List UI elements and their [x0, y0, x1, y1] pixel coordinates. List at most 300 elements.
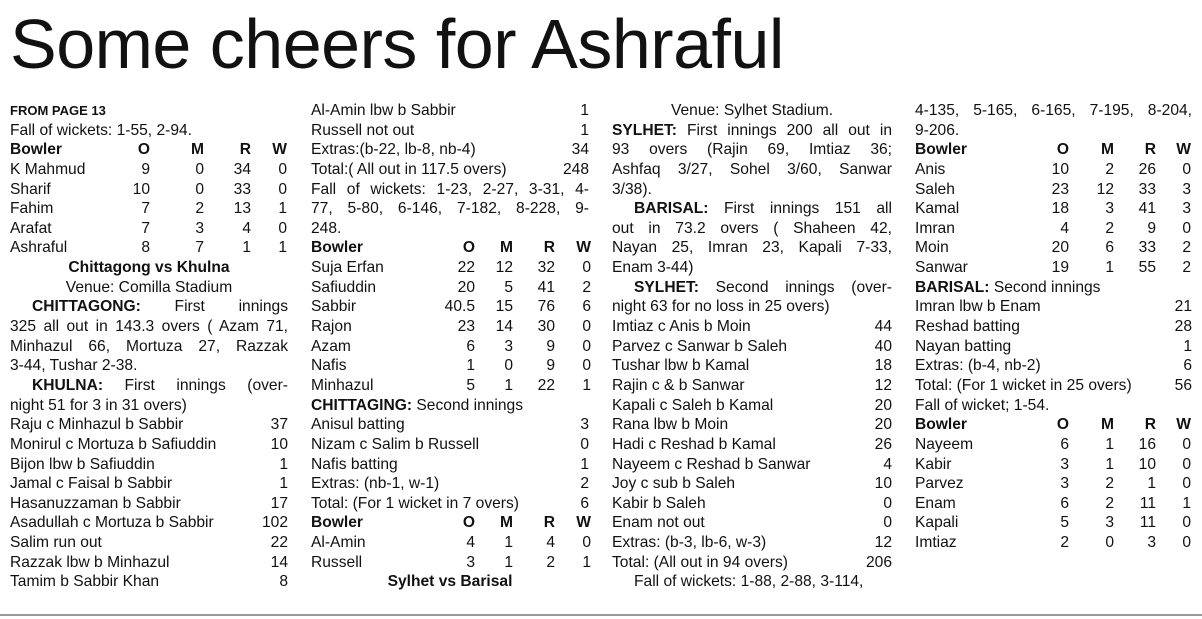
column-header: O — [462, 239, 475, 257]
maidens-value: 1 — [1105, 435, 1114, 453]
innings-summary-line: 93 overs (Rajin 69, Imtiaz 36; — [612, 141, 892, 159]
bowling-row — [311, 553, 589, 573]
bowling-table — [311, 238, 589, 395]
batting-row — [612, 317, 892, 337]
bowling-table — [915, 140, 1192, 277]
overs-value: 10 — [132, 180, 150, 198]
batsman-entry: Salim run out — [10, 534, 102, 552]
bowler-name: Imran — [915, 219, 955, 237]
overs-value: 20 — [1051, 239, 1069, 257]
wickets-value: 0 — [278, 180, 287, 198]
wickets-value: 0 — [1182, 160, 1191, 178]
overs-value: 23 — [457, 318, 475, 336]
overs-value: 1 — [466, 357, 475, 375]
batting-row — [311, 415, 589, 435]
wickets-value: 0 — [582, 318, 591, 336]
innings-label: First innings — [140, 298, 288, 316]
innings-summary-line: night 63 for no loss in 25 overs) — [612, 298, 830, 316]
innings-summary-line: Minhazul 66, Mortuza 27, Razzak — [10, 337, 288, 355]
overs-value: 9 — [141, 160, 150, 178]
innings-summary-line: out in 73.2 overs ( Shaheen 42, — [612, 219, 892, 237]
runs-value: 28 — [1174, 318, 1192, 336]
venue: Venue: Sylhet Stadium. — [670, 102, 834, 119]
batting-row — [915, 317, 1192, 337]
maidens-value: 3 — [195, 219, 204, 237]
batsman-entry: Kapali c Saleh b Kamal — [612, 396, 774, 414]
batsman-entry: Jamal c Faisal b Sabbir — [10, 475, 173, 493]
batting-row — [612, 376, 892, 396]
batsman-entry: Nayeem c Reshad b Sanwar — [612, 455, 811, 473]
bowler-name: Sanwar — [915, 259, 968, 277]
runs-value: 22 — [537, 376, 555, 394]
bowler-name: Al-Amin — [311, 534, 366, 552]
overs-value: 6 — [1060, 494, 1069, 512]
bowling-header — [10, 140, 288, 160]
bowling-row — [311, 356, 589, 376]
runs-value: 10 — [1138, 455, 1156, 473]
runs-value: 2 — [580, 475, 589, 493]
column-header: Bowler — [10, 141, 62, 159]
maidens-value: 6 — [1105, 239, 1114, 257]
runs-value: 4 — [883, 455, 892, 473]
batsman-entry: Razzak lbw b Minhazul — [10, 553, 170, 571]
innings-label: Second innings (over- — [698, 278, 892, 296]
wickets-value: 0 — [1182, 455, 1191, 473]
batting-row — [10, 494, 288, 514]
runs-value: 34 — [571, 141, 589, 159]
column-4 — [915, 101, 1192, 553]
maidens-value: 15 — [495, 298, 513, 316]
bowling-header — [311, 238, 589, 258]
fall-of-wickets: Fall of wickets: 1-55, 2-94. — [10, 121, 193, 139]
bowling-table — [311, 513, 589, 572]
team-name: KHULNA: — [32, 376, 104, 394]
overs-value: 6 — [466, 337, 475, 355]
bowling-row — [10, 180, 288, 200]
overs-value: 10 — [1051, 160, 1069, 178]
fall-of-wickets: 4-135, 5-165, 6-165, 7-195, 8-204, — [915, 102, 1192, 119]
wickets-value: 0 — [1182, 435, 1191, 453]
column-header: W — [1176, 141, 1191, 159]
runs-value: 1 — [279, 455, 288, 473]
bowler-name: Ashraful — [10, 239, 68, 257]
bowler-name: Parvez — [915, 475, 964, 493]
bowler-name: Nayeem — [915, 435, 974, 453]
team-name: SYLHET: — [612, 121, 677, 139]
runs-value: 1 — [580, 121, 589, 139]
bowling-row — [915, 455, 1192, 475]
batting-row — [311, 494, 589, 514]
column-header: M — [191, 141, 204, 159]
runs-value: 22 — [270, 534, 288, 552]
runs-value: 0 — [883, 514, 892, 532]
batting-row — [915, 356, 1192, 376]
bowling-header — [915, 140, 1192, 160]
batsman-entry: Imran lbw b Enam — [915, 298, 1041, 316]
batsman-entry: Monirul c Mortuza b Safiuddin — [10, 435, 217, 453]
column-header: R — [543, 239, 555, 257]
runs-value: 26 — [874, 435, 892, 453]
wickets-value: 1 — [278, 200, 287, 218]
batsman-entry: Rana lbw b Moin — [612, 416, 729, 434]
headline: Some cheers for Ashraful — [10, 5, 784, 83]
maidens-value: 1 — [504, 553, 513, 571]
maidens-value: 3 — [1105, 514, 1114, 532]
maidens-value: 3 — [504, 337, 513, 355]
batsman-entry: Bijon lbw b Safiuddin — [10, 455, 155, 473]
runs-value: 55 — [1138, 259, 1156, 277]
batting-list — [612, 317, 892, 572]
column-header: O — [1056, 141, 1069, 159]
batsman-entry: Kabir b Saleh — [612, 494, 706, 512]
overs-value: 19 — [1051, 259, 1069, 277]
column-header: W — [272, 141, 287, 159]
bowler-name: Rajon — [311, 318, 352, 336]
maidens-value: 0 — [195, 160, 204, 178]
wickets-value: 1 — [582, 553, 591, 571]
wickets-value: 0 — [582, 337, 591, 355]
wickets-value: 2 — [582, 278, 591, 296]
runs-value: 20 — [874, 416, 892, 434]
runs-value: 12 — [874, 376, 892, 394]
batting-row — [612, 396, 892, 416]
runs-value: 56 — [1174, 376, 1192, 394]
runs-value: 21 — [1174, 298, 1192, 316]
column-header: W — [576, 239, 591, 257]
batsman-entry: Hadi c Reshad b Kamal — [612, 435, 776, 453]
innings-summary-line: 3-44, Tushar 2-38. — [10, 357, 138, 375]
batting-row — [915, 297, 1192, 317]
batting-row — [612, 356, 892, 376]
innings-label: First innings 151 all — [708, 200, 892, 218]
bowler-name: K Mahmud — [10, 160, 86, 178]
wickets-value: 0 — [582, 534, 591, 552]
bowling-row — [311, 337, 589, 357]
bowler-name: Minhazul — [311, 376, 374, 394]
runs-value: 26 — [1138, 160, 1156, 178]
bowler-name: Saleh — [915, 180, 955, 198]
overs-value: 2 — [1060, 534, 1069, 552]
maidens-value: 3 — [1105, 200, 1114, 218]
runs-value: 10 — [270, 435, 288, 453]
bowler-name: Suja Erfan — [311, 259, 384, 277]
team-name: CHITTAGONG: — [32, 298, 141, 316]
maidens-value: 0 — [1105, 534, 1114, 552]
batting-row — [612, 455, 892, 475]
batsman-entry: Tushar lbw b Kamal — [612, 357, 750, 375]
runs-value: 8 — [279, 573, 288, 591]
runs-value: 11 — [1139, 494, 1156, 512]
maidens-value: 7 — [195, 239, 204, 257]
team-name: SYLHET: — [634, 278, 699, 296]
batting-list — [10, 415, 288, 592]
bowling-row — [915, 474, 1192, 494]
batting-row — [10, 572, 288, 592]
innings-summary-line: Enam 3-44) — [612, 259, 694, 277]
batsman-entry: Nafis batting — [311, 455, 398, 473]
bowling-row — [915, 219, 1192, 239]
runs-value: 33 — [1138, 180, 1156, 198]
bowling-row — [311, 533, 589, 553]
column-3 — [612, 101, 892, 592]
overs-value: 18 — [1051, 200, 1069, 218]
batting-row — [10, 513, 288, 533]
maidens-value: 2 — [1105, 475, 1114, 493]
runs-value: 0 — [883, 494, 892, 512]
batting-row — [612, 533, 892, 553]
overs-value: 6 — [1060, 435, 1069, 453]
fall-of-wickets: 9-206. — [915, 121, 960, 139]
batsman-entry: Total: (For 1 wicket in 7 overs) — [311, 494, 519, 512]
wickets-value: 0 — [278, 219, 287, 237]
batsman-entry: Extras: (b-4, nb-2) — [915, 357, 1041, 375]
batsman-entry: Extras: (b-3, lb-6, w-3) — [612, 534, 767, 552]
wickets-value: 3 — [1182, 200, 1191, 218]
batsman-entry: Russell not out — [311, 121, 415, 139]
batting-row — [612, 553, 892, 573]
match-title: Chittagong vs Khulna — [68, 259, 230, 277]
overs-value: 22 — [457, 259, 475, 277]
batting-row — [311, 121, 589, 141]
runs-value: 0 — [580, 435, 589, 453]
batting-row — [612, 494, 892, 514]
batting-row — [311, 435, 589, 455]
column-header: O — [137, 141, 150, 159]
runs-value: 13 — [233, 200, 251, 218]
fall-of-wickets: Fall of wickets: 1-23, 2-27, 3-31, 4- — [311, 180, 589, 198]
maidens-value: 1 — [504, 376, 513, 394]
runs-value: 41 — [537, 278, 555, 296]
venue: Venue: Comilla Stadium — [65, 278, 233, 296]
runs-value: 1 — [580, 455, 589, 473]
batting-row — [612, 415, 892, 435]
innings-header — [311, 396, 589, 416]
bowling-table — [10, 140, 288, 258]
fall-of-wickets: Fall of wicket; 1-54. — [915, 396, 1050, 414]
maidens-value: 2 — [1105, 160, 1114, 178]
maidens-value: 0 — [504, 357, 513, 375]
batting-row — [311, 455, 589, 475]
column-header: M — [500, 514, 513, 532]
maidens-value: 0 — [195, 180, 204, 198]
overs-value: 23 — [1051, 180, 1069, 198]
batting-row — [612, 474, 892, 494]
runs-value: 41 — [1138, 200, 1156, 218]
bowler-name: Sharif — [10, 180, 51, 198]
overs-value: 5 — [466, 376, 475, 394]
column-1 — [10, 101, 288, 592]
wickets-value: 1 — [1182, 494, 1191, 512]
overs-value: 3 — [466, 553, 475, 571]
wickets-value: 1 — [582, 376, 591, 394]
innings-summary-line: night 51 for 3 in 31 overs) — [10, 396, 187, 414]
batsman-entry: Tamim b Sabbir Khan — [10, 573, 160, 591]
runs-value: 18 — [874, 357, 892, 375]
batsman-entry: Raju c Minhazul b Sabbir — [10, 416, 184, 434]
batting-row — [10, 455, 288, 475]
runs-value: 32 — [537, 259, 555, 277]
overs-value: 40.5 — [444, 298, 475, 316]
wickets-value: 6 — [582, 298, 591, 316]
column-header: Bowler — [915, 141, 967, 159]
batsman-entry: Reshad batting — [915, 318, 1020, 336]
wickets-value: 2 — [1182, 239, 1191, 257]
batting-list — [915, 297, 1192, 395]
batsman-entry: Extras:(b-22, lb-8, nb-4) — [311, 141, 476, 159]
innings-summary-line — [10, 297, 288, 317]
overs-value: 7 — [141, 200, 150, 218]
maidens-value: 14 — [495, 318, 513, 336]
wickets-value: 0 — [1182, 514, 1191, 532]
bowling-row — [311, 317, 589, 337]
batsman-entry: Imtiaz c Anis b Moin — [612, 318, 751, 336]
bowling-row — [311, 258, 589, 278]
overs-value: 8 — [141, 239, 150, 257]
wickets-value: 0 — [582, 357, 591, 375]
bowler-name: Azam — [311, 337, 351, 355]
runs-value: 6 — [1183, 357, 1192, 375]
batting-row — [311, 140, 589, 160]
runs-value: 44 — [874, 318, 892, 336]
bowling-row — [311, 278, 589, 298]
bowler-name: Kabir — [915, 455, 952, 473]
bowling-row — [915, 199, 1192, 219]
runs-value: 1 — [580, 102, 589, 119]
wickets-value: 0 — [582, 259, 591, 277]
batting-row — [612, 337, 892, 357]
column-2 — [311, 101, 589, 592]
batsman-entry: Total:( All out in 117.5 overs) — [311, 160, 507, 178]
batting-row — [612, 513, 892, 533]
innings-label: First innings 200 all out in — [676, 121, 892, 139]
batsman-entry: Anisul batting — [311, 416, 405, 434]
batting-row — [311, 160, 589, 180]
runs-value: 20 — [874, 396, 892, 414]
batting-list — [311, 101, 589, 180]
maidens-value: 1 — [1105, 259, 1114, 277]
batsman-entry: Joy c sub b Saleh — [612, 475, 736, 493]
fall-of-wickets: 248. — [311, 219, 342, 237]
batting-row — [612, 435, 892, 455]
innings-label: First innings (over- — [103, 376, 288, 394]
column-header: W — [1176, 416, 1191, 434]
bowling-row — [10, 219, 288, 239]
bowler-name: Nafis — [311, 357, 347, 375]
batting-row — [915, 337, 1192, 357]
bowling-row — [10, 160, 288, 180]
innings-summary-line: Ashfaq 3/27, Sohel 3/60, Sanwar — [612, 160, 892, 178]
match-title: Sylhet vs Barisal — [387, 573, 513, 591]
runs-value: 10 — [874, 475, 892, 493]
runs-value: 102 — [261, 514, 288, 532]
wickets-value: 1 — [278, 239, 287, 257]
batsman-entry: Total: (For 1 wicket in 25 overs) — [915, 376, 1132, 394]
bowler-name: Moin — [915, 239, 949, 257]
team-name: CHITTAGING: — [311, 396, 413, 414]
bowling-row — [915, 238, 1192, 258]
bowling-row — [10, 238, 288, 258]
maidens-value: 5 — [504, 278, 513, 296]
runs-value: 11 — [1139, 514, 1156, 532]
bowling-row — [915, 533, 1192, 553]
bowling-row — [10, 199, 288, 219]
batsman-entry: Nayan batting — [915, 337, 1012, 355]
runs-value: 14 — [270, 553, 288, 571]
runs-value: 12 — [874, 534, 892, 552]
bowler-name: Enam — [915, 494, 956, 512]
bowler-name: Imtiaz — [915, 534, 957, 552]
wickets-value: 0 — [1182, 475, 1191, 493]
column-header: Bowler — [311, 514, 363, 532]
runs-value: 2 — [546, 553, 555, 571]
bowling-row — [915, 513, 1192, 533]
bowler-name: Russell — [311, 553, 363, 571]
team-name: BARISAL: — [634, 200, 709, 218]
maidens-value: 2 — [1105, 219, 1114, 237]
maidens-value: 12 — [495, 259, 513, 277]
batsman-entry: Parvez c Sanwar b Saleh — [612, 337, 788, 355]
batting-row — [10, 474, 288, 494]
overs-value: 4 — [466, 534, 475, 552]
innings-summary-line: Nayan 25, Imran 23, Kapali 7-33, — [612, 239, 892, 257]
column-header: M — [1101, 141, 1114, 159]
innings-summary-line — [612, 199, 892, 219]
runs-value: 33 — [1138, 239, 1156, 257]
bowling-row — [311, 376, 589, 396]
bowling-header — [311, 513, 589, 533]
innings-label: Second innings — [412, 396, 524, 414]
runs-value: 76 — [537, 298, 555, 316]
runs-value: 3 — [1147, 534, 1156, 552]
batsman-entry: Rajin c & b Sanwar — [612, 376, 745, 394]
innings-summary-line — [10, 376, 288, 396]
overs-value: 3 — [1060, 455, 1069, 473]
runs-value: 16 — [1138, 435, 1156, 453]
maidens-value: 2 — [195, 200, 204, 218]
column-header: R — [1144, 416, 1156, 434]
runs-value: 248 — [562, 160, 589, 178]
bowler-name: Kapali — [915, 514, 959, 532]
from-page-label: FROM PAGE 13 — [10, 103, 106, 118]
runs-value: 1 — [1183, 337, 1192, 355]
column-header: O — [1056, 416, 1069, 434]
runs-value: 9 — [546, 337, 555, 355]
wickets-value: 0 — [1182, 534, 1191, 552]
batting-row — [311, 474, 589, 494]
maidens-value: 1 — [504, 534, 513, 552]
batsman-entry: Total: (All out in 94 overs) — [612, 553, 788, 571]
bowler-name: Kamal — [915, 200, 960, 218]
overs-value: 20 — [457, 278, 475, 296]
batsman-entry: Hasanuzzaman b Sabbir — [10, 494, 181, 512]
column-header: M — [500, 239, 513, 257]
column-header: R — [543, 514, 555, 532]
runs-value: 4 — [546, 534, 555, 552]
wickets-value: 0 — [278, 160, 287, 178]
batting-list — [311, 415, 589, 513]
runs-value: 4 — [242, 219, 251, 237]
wickets-value: 0 — [1182, 219, 1191, 237]
innings-summary-line — [612, 278, 892, 298]
bottom-rule — [0, 614, 1202, 616]
overs-value: 4 — [1060, 219, 1069, 237]
bowler-name: Safiuddin — [311, 278, 377, 296]
bowling-row — [915, 258, 1192, 278]
batsman-entry: Al-Amin lbw b Sabbir — [311, 102, 456, 119]
maidens-value: 12 — [1096, 180, 1114, 198]
innings-header — [915, 278, 1192, 298]
batsman-entry: Nizam c Salim b Russell — [311, 435, 480, 453]
